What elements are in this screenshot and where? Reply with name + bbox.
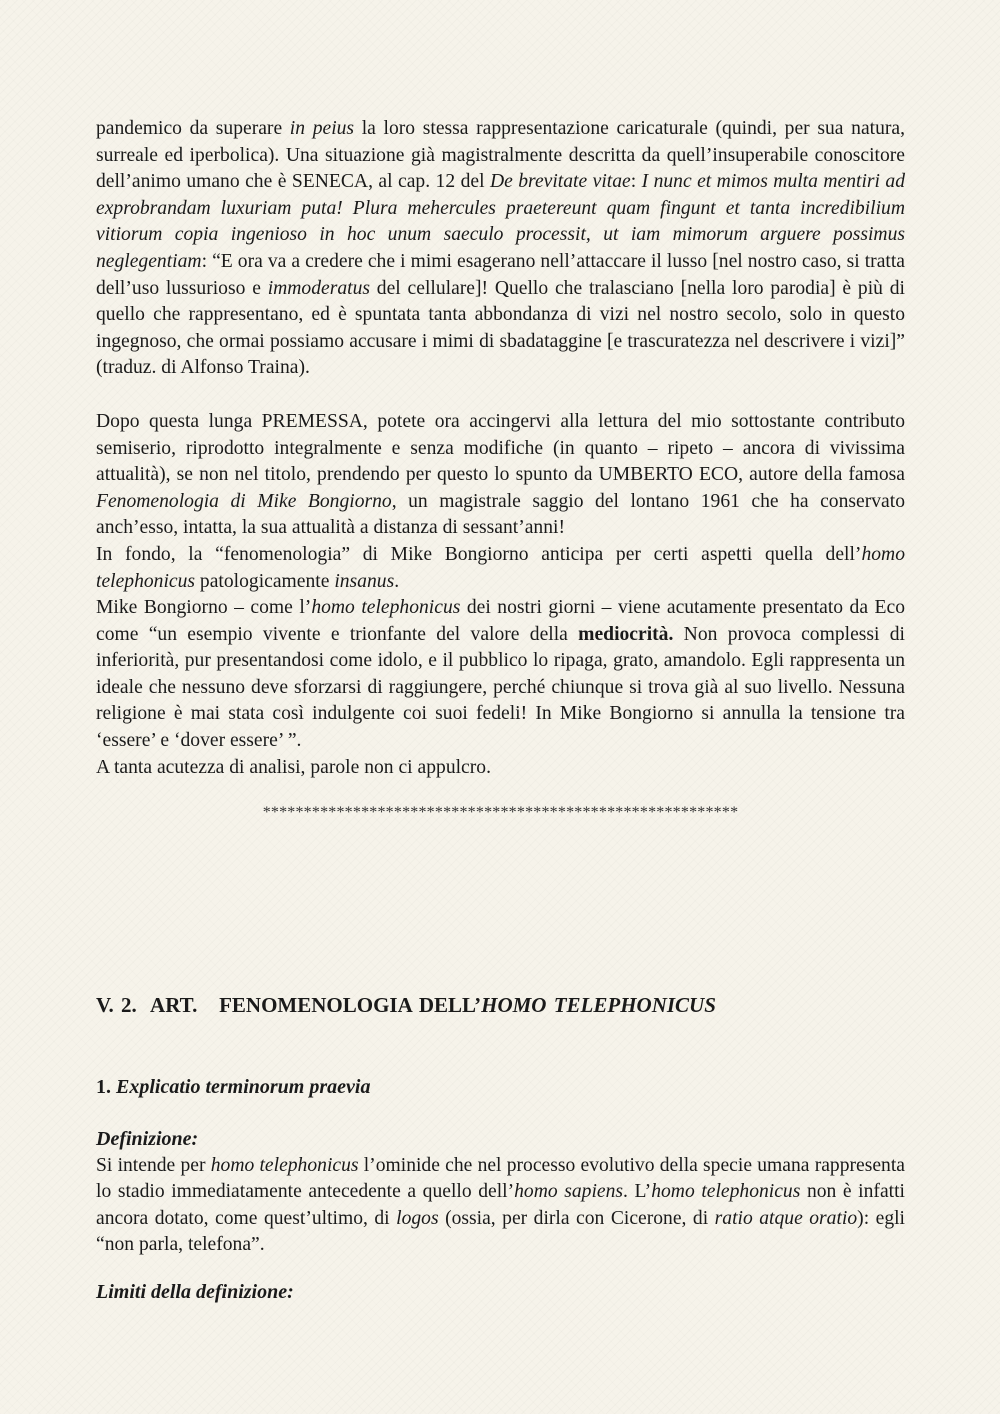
- italic-run: Fenomenologia di Mike Bongiorno: [96, 490, 392, 512]
- text-run: pandemico da superare: [96, 118, 290, 139]
- section-heading: [96, 1076, 370, 1099]
- italic-run: homo telephonicus: [651, 1181, 801, 1203]
- latin-quote: I nunc et mimos multa mentiri ad exprobrandam luxuriam puta! Plura mehercules praetereunt quam fingunt et tanta incredibilium vitiorum copia ingenioso in hoc unum saeculo processit, ut iam mimorum arguere possimus neglegentiam: [96, 171, 906, 272]
- section-number: 1.: [96, 1076, 116, 1098]
- section-title: Explicatio terminorum praevia: [116, 1076, 371, 1098]
- text-run: .: [394, 570, 400, 592]
- paragraph-premessa: [96, 409, 905, 542]
- heading-italic: HOMO TELEPHONICUS: [481, 993, 716, 1017]
- italic-run: homo telephonicus: [210, 1154, 359, 1176]
- text-run: . L’: [623, 1181, 652, 1203]
- text-run: Dopo questa lunga PREMESSA, potete ora accingervi alla lettura del mio sottostante contributo semiserio, riprodotto integralmente e senza modifiche (in quanto – ripeto – ancora di vivissima attualità), se non nel titolo, prendendo per questo lo spunto da UMBERTO ECO, autore della famosa: [96, 410, 905, 486]
- text-run: dei nostri giorni – viene acutamente presentato da Eco come “un esempio vivente e trionfante del valore della: [96, 597, 905, 645]
- separator-line: **********************************************************: [262, 804, 739, 822]
- text-run: del cellulare]! Quello che tralasciano [nella loro parodia] è più di quello che rappresentano, ed è spuntata tanta abbondanza di vizi nel nostro secolo, solo in questo ingegnoso, che ormai possiamo accusare i mimi di sbadataggine [e trascuratezza nel descrivere i vizi]” (traduz. di Alfonso Traina).: [96, 277, 905, 379]
- italic-run: immoderatus: [267, 277, 371, 299]
- heading-text: V. 2. ART. FENOMENOLOGIA DELL’: [96, 993, 482, 1017]
- article-heading: [96, 993, 716, 1018]
- paragraph-acutezza: A tanta acutezza di analisi, parole non ci appulcro.: [96, 756, 491, 778]
- paragraph-mike-bongiorno: [96, 595, 905, 755]
- italic-run: De brevitate vitae: [489, 171, 631, 193]
- text-run: la loro stessa rappresentazione caricaturale (quindi, per sua natura, surreale ed iperbolica). Una situazione già magistralmente descritta da quell’insuperabile conoscitore dell’animo umano che è SENECA, al cap. 12 del: [96, 118, 905, 193]
- text-run: Si intende per: [96, 1154, 211, 1176]
- text-run: (ossia, per dirla con Cicerone, di: [438, 1207, 715, 1229]
- italic-run: insanus: [334, 570, 395, 592]
- text-run: , un magistrale saggio del lontano 1961 che ha conservato anch’esso, intatta, la sua attualità a distanza di sessant’anni!: [96, 490, 905, 539]
- text-run: l’ominide che nel processo evolutivo della specie umana rappresenta lo stadio immediatamente antecedente a quello dell’: [96, 1154, 905, 1203]
- definition-block: [96, 1126, 905, 1259]
- text-run: non è infatti ancora dotato, come quest’ultimo, di: [96, 1181, 905, 1229]
- italic-run: homo telephonicus: [311, 597, 461, 619]
- text-run: In fondo, la “fenomenologia” di Mike Bongiorno anticipa per certi aspetti quella dell’: [96, 543, 862, 565]
- paragraph-fenomenologia: [96, 542, 905, 595]
- limits-label: Limiti della definizione:: [96, 1281, 294, 1303]
- text-run: : “E ora va a credere che i mimi esagerano nell’attaccare il lusso [nel nostro caso, si tratta dell’uso lussurioso e: [96, 250, 905, 299]
- text-run: Mike Bongiorno – come l’: [96, 597, 312, 619]
- body-text: [96, 116, 905, 827]
- paragraph-seneca: [96, 116, 905, 382]
- italic-run: homo sapiens: [514, 1181, 624, 1203]
- italic-run: logos: [396, 1207, 439, 1229]
- text-run: :: [630, 171, 642, 193]
- text-run: ): egli “non parla, telefona”.: [96, 1207, 906, 1256]
- italic-run: homo telephonicus: [96, 543, 905, 592]
- text-run: patologicamente: [195, 570, 335, 592]
- definition-label: Definizione:: [96, 1128, 199, 1150]
- limits-heading: [96, 1281, 294, 1304]
- italic-run: ratio atque oratio: [714, 1207, 858, 1229]
- bold-run: mediocrità.: [578, 623, 674, 645]
- italic-run: in peius: [289, 118, 355, 139]
- text-run: Non provoca complessi di inferiorità, pur presentandosi come idolo, e il pubblico lo ripaga, grato, amandolo. Egli rappresenta un ideale che nessuno deve sforzarsi di raggiungere, perché chiunque si trova già al suo livello. Nessuna religione è mai stata così indulgente coi suoi fedeli! In Mike Bongiorno si annulla la tensione tra ‘essere’ e ‘dover essere’ ”.: [96, 623, 905, 752]
- definition-text: [96, 1153, 905, 1259]
